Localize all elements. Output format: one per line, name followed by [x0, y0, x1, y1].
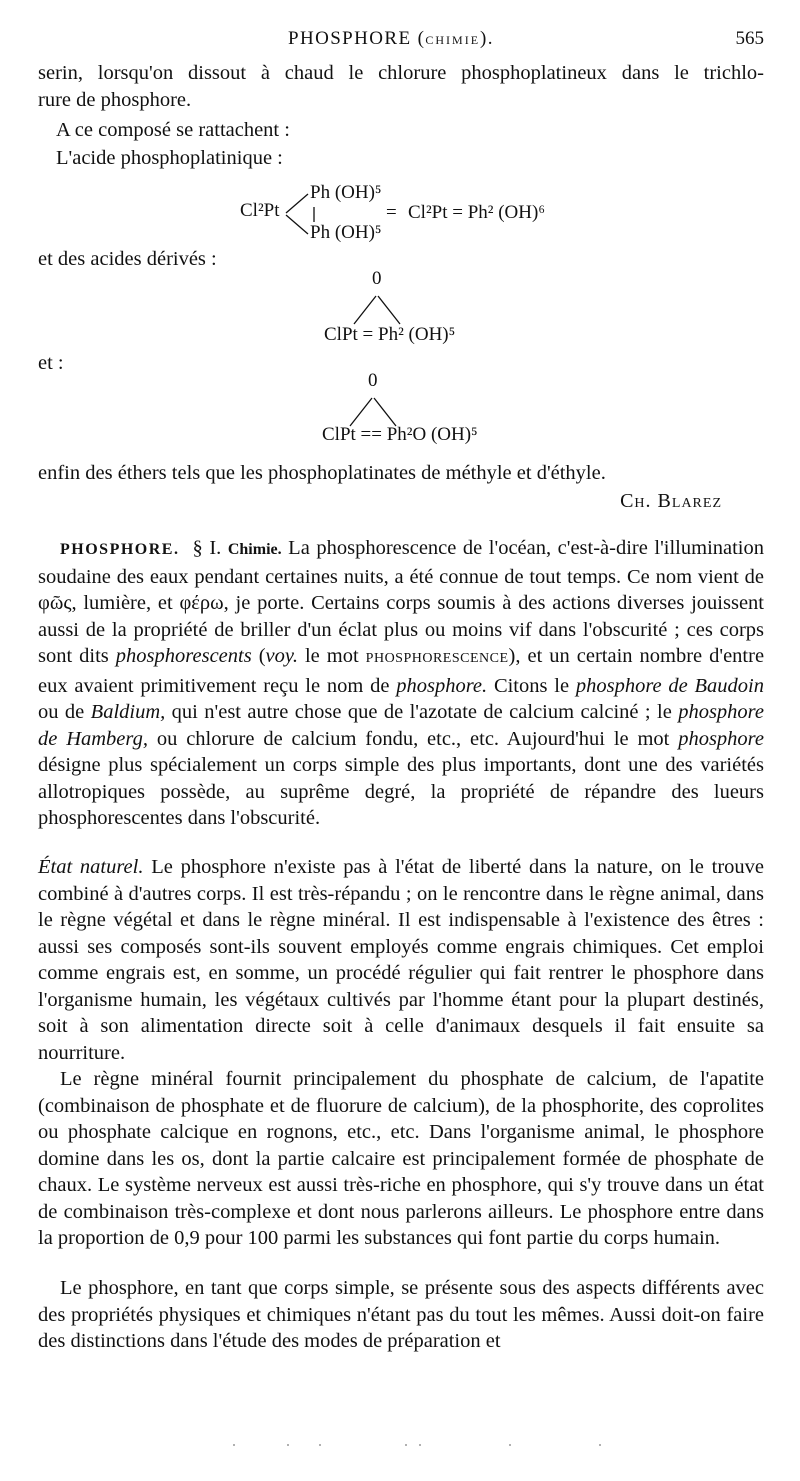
intro-line-3: A ce composé se rattachent : — [56, 119, 290, 141]
formula2-apex: 0 — [372, 268, 382, 289]
formula1-right: Cl²Pt = Ph² (OH)⁶ — [408, 202, 545, 223]
p1-text-f: ou de — [38, 701, 85, 723]
p1-italic-phosphorescents: phosphorescents — [115, 645, 252, 667]
section-title: Chimie. — [227, 541, 282, 558]
p3-text: Le règne minéral fournit principalement du phosphate de calcium, de l'apatite (combinaison de phosphate et de fluorure de calcium), de la phosphorite, des coprolites ou phosphate calcique en rognons, etc., etc. Dans l'organisme animal, le phosphore domine dans les os, dont la partie calcaire est principalement formée de phosphate de chaux. Le système nerveux est aussi très-riche en phosphore, qui s'y trouve dans un état de combinaison très-complexe et dont nous parlerons ailleurs. Le phosphore entre dans la proportion de 0,9 pour 100 parmi les substances qui font partie du corps humain. — [38, 1068, 764, 1249]
formula3-apex: 0 — [368, 370, 378, 391]
formula-derived-acid-2 — [318, 370, 538, 452]
formula3-base: ClPt == Ph²O (OH)⁵ — [322, 424, 478, 445]
formula1-bottom-branch: Ph (OH)⁵ — [310, 222, 382, 243]
formula1-equals: = — [386, 202, 397, 223]
closing-line: enfin des éthers tels que les phosphoplatinates de méthyle et d'éthyle. — [38, 462, 606, 484]
p1-italic-hamberg: phosphore de Hamberg, — [38, 701, 764, 750]
article-paragraph-1 — [38, 535, 764, 832]
p1-text-b: ( — [258, 645, 266, 667]
p1-italic-phosphore: phosphore. — [396, 674, 488, 697]
article-paragraph-4 — [38, 1275, 764, 1355]
p1-text-c: le mot — [304, 645, 359, 667]
p1-text-h: ou chlorure de calcium fondu, etc., etc. Aujourd'hui le mot — [156, 727, 670, 750]
bleed-through-marks — [230, 1443, 610, 1447]
p2-section-title: État naturel. — [38, 856, 144, 878]
article-paragraph-3 — [38, 1066, 764, 1252]
p1-italic-voy: voy. — [265, 645, 298, 667]
p1-italic-baudoin: phosphore de Baudoin — [575, 674, 765, 697]
p1-smallcaps-phosphorescence: PHOSPHORESCENCE — [365, 651, 509, 666]
running-title — [288, 28, 494, 50]
intro-line-4: L'acide phosphoplatinique : — [56, 147, 283, 169]
p4-text: Le phosphore, en tant que corps simple, se présente sous des aspects différents avec des propriétés physiques et chimiques n'étant pas du tout les mêmes. Aussi doit-on faire des distinctions dans l'étude des modes de préparation et — [38, 1277, 764, 1352]
formula1-top-branch: Ph (OH)⁵ — [310, 182, 382, 203]
p1-italic-baldium: Baldium, — [90, 701, 166, 723]
article-paragraph-2 — [38, 854, 764, 1066]
derived-acids-label: et des acides dérivés : — [38, 248, 217, 270]
p1-text-g: qui n'est autre chose que de l'azotate de calcium calciné ; le — [171, 701, 672, 723]
formula-derived-acid-1 — [318, 268, 518, 350]
p1-text-d: ), et un certain nombre d'entre eux avaient primitivement reçu le nom de — [38, 645, 765, 697]
running-title-open: ( — [411, 28, 426, 49]
running-title-sub: CHIMIE — [425, 33, 481, 47]
p1-text-e: Citons le — [493, 674, 570, 697]
intro-line-2: rure de phosphore. — [38, 89, 192, 111]
running-title-main: PHOSPHORE — [288, 28, 412, 49]
p2-text: Le phosphore n'existe pas à l'état de liberté dans la nature, on le trouve combiné à d'autres corps. Il est très-répandu ; on le rencontre dans le règne animal, dans le règne végétal et dans le règne minéral. Il est indispensable à l'existence des êtres : aussi ses composés sont-ils souvent employés comme engrais chimiques. Cet emploi comme engrais est, en somme, un procédé régulier qui fait rentrer le phosphore dans l'organisme humain, les végétaux cultivés par l'homme étant pour la plupart destinés, soit à son alimentation directe soit à celle d'animaux desquels il fait ensuite sa nourriture. — [38, 856, 765, 1064]
article-headword: PHOSPHORE. — [60, 541, 180, 558]
p1-text-j: désigne plus spécialement un corps simple des plus importants, dont une des variétés allotropiques possède, au suprême degré, la propriété de répandre des lueurs phosphorescentes dans l'obscurité. — [38, 754, 764, 829]
running-title-close: ). — [480, 28, 494, 49]
formula2-base: ClPt = Ph² (OH)⁵ — [324, 324, 456, 345]
section-mark: § I. — [192, 537, 222, 559]
author-signature — [620, 490, 722, 513]
formula1-left: Cl²Pt — [240, 200, 280, 221]
formula-phosphoplatinic-acid — [228, 180, 588, 250]
p1-text-a: La phosphorescence de l'océan, c'est-à-dire l'illumination soudaine des eaux pendant certaines nuits, a été connue de tout temps. Ce nom vient de φῶς, lumière, et φέρω, je porte. Certains corps soumis à des actions diverses jouissent aussi de la propriété de briller d'un éclat plus ou moins vif dans l'obscurité ; ces corps sont dits — [38, 537, 765, 667]
et-label: et : — [38, 352, 64, 374]
p1-italic-phosphore-word: phosphore — [678, 727, 764, 750]
signature-initials: Ch. — [620, 490, 652, 512]
intro-line-1: serin, lorsqu'on dissout à chaud le chlorure phosphoplatineux dans le trichlo- — [38, 62, 764, 84]
page-number: 565 — [735, 28, 764, 49]
signature-surname: Blarez — [657, 490, 722, 512]
page-header — [0, 28, 800, 58]
